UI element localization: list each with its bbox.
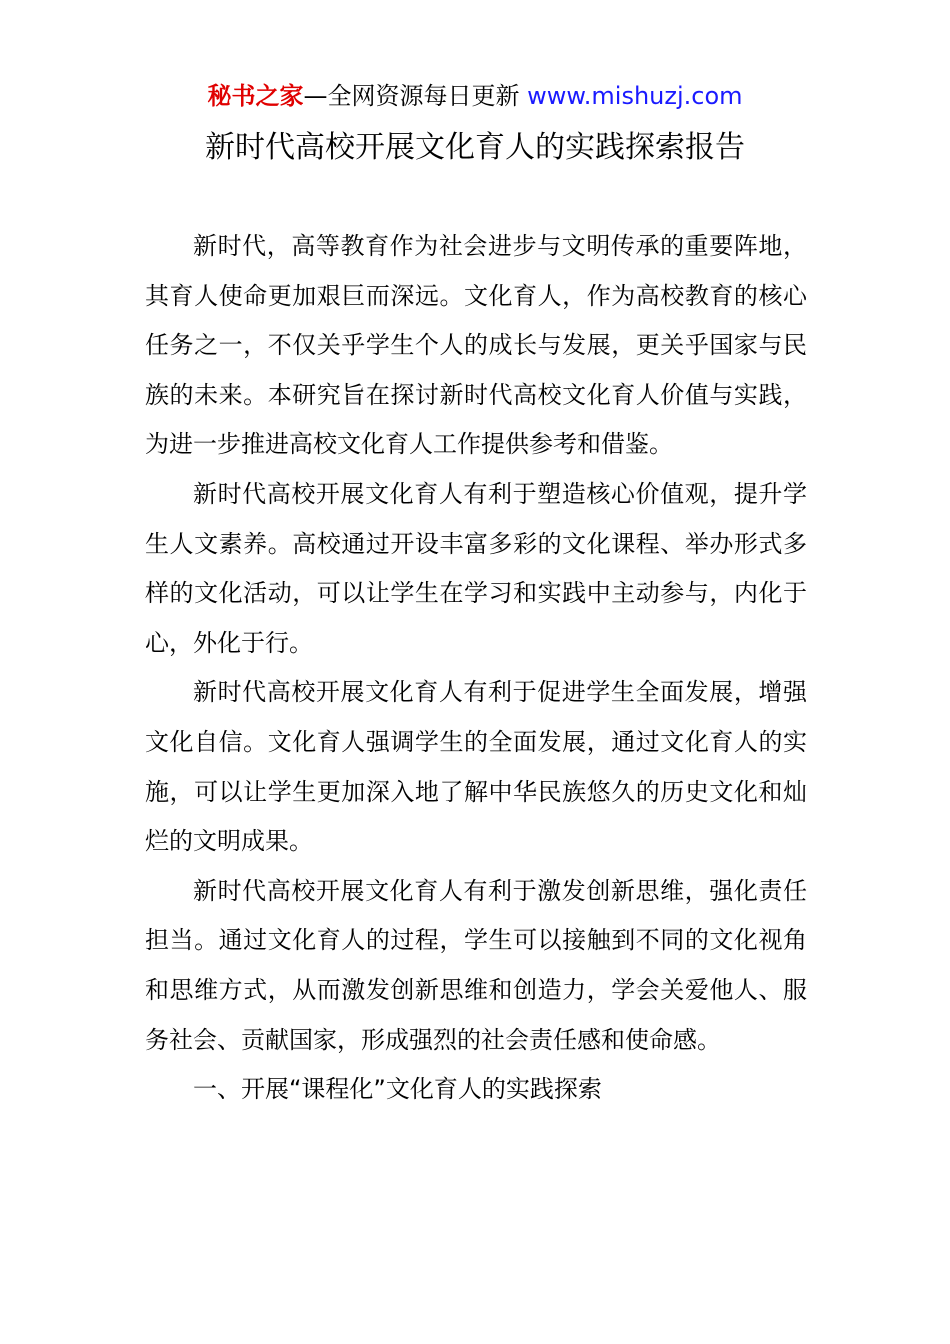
paragraph-2: 新时代高校开展文化育人有利于塑造核心价值观，提升学生人文素养。高校通过开设丰富多彩的文化课程、举办形式多样的文化活动，可以让学生在学习和实践中主动参与，内化于心，外化于行。 [145,479,807,657]
paragraph-4: 新时代高校开展文化育人有利于激发创新思维，强化责任担当。通过文化育人的过程，学生可以接触到不同的文化视角和思维方式，从而激发创新思维和创造力，学会关爱他人、服务社会、贡献国家，形成强烈的社会责任感和使命感。 [145,876,807,1054]
paragraph-3: 新时代高校开展文化育人有利于促进学生全面发展，增强文化自信。文化育人强调学生的全面发展，通过文化育人的实施，可以让学生更加深入地了解中华民族悠久的历史文化和灿烂的文明成果。 [145,678,807,856]
document-title: 新时代高校开展文化育人的实践探索报告 [205,130,745,165]
site-url-link[interactable]: www.mishuzj.com [527,82,743,110]
paragraph-1: 新时代，高等教育作为社会进步与文明传承的重要阵地，其育人使命更加艰巨而深远。文化育人，作为高校教育的核心任务之一，不仅关乎学生个人的成长与发展，更关乎国家与民族的未来。本研究旨在探讨新时代高校文化育人价值与实践，为进一步推进高校文化育人工作提供参考和借鉴。 [145,232,807,459]
section-heading-1: 一、开展“课程化”文化育人的实践探索 [193,1075,602,1104]
site-header [0,78,950,114]
header-tagline: —全网资源每日更新 [303,82,520,110]
document-body [145,222,807,1115]
brand-name: 秘书之家 [207,82,304,110]
